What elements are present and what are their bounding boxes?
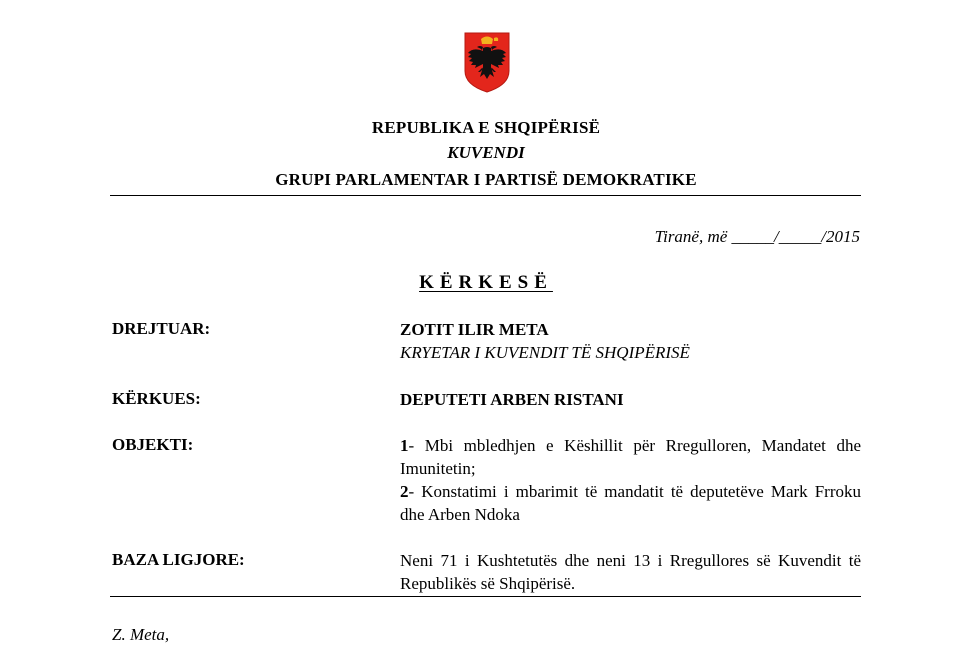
header-party-group: GRUPI PARLAMENTAR I PARTISË DEMOKRATIKE: [275, 170, 697, 189]
header-republic: REPUBLIKA E SHQIPËRISË: [371, 118, 601, 137]
value-kerkues: DEPUTETI ARBEN RISTANI: [400, 390, 624, 409]
header-divider: [110, 195, 861, 196]
fields-divider: [110, 596, 861, 597]
objekti-item-1-number: 1: [400, 436, 409, 455]
value-drejtuar-title: KRYETAR I KUVENDIT TË SHQIPËRISË: [400, 343, 690, 362]
header-parliament: KUVENDI: [447, 143, 525, 162]
objekti-item-1-text: - Mbi mbledhjen e Këshillit për Rregulloren, Mandatet dhe Imunitetin;: [400, 436, 861, 478]
value-objekti: [400, 434, 861, 526]
objekti-item-2-number: 2: [400, 482, 409, 501]
value-drejtuar-name: ZOTIT ILIR META: [400, 320, 549, 339]
greeting: Z. Meta,: [112, 625, 170, 644]
label-kerkues: KËRKUES:: [112, 389, 201, 408]
albanian-eagle-coat-of-arms-icon: [463, 31, 511, 93]
label-baza-ligjore: BAZA LIGJORE:: [112, 550, 245, 569]
document-title: KËRKESË: [419, 272, 553, 293]
date-line: Tiranë, më _____/_____/2015: [654, 227, 860, 246]
objekti-item-1: [400, 434, 861, 480]
value-baza-ligjore: Neni 71 i Kushtetutës dhe neni 13 i Rregullores së Kuvendit të Republikës së Shqipërisë.: [400, 551, 861, 593]
objekti-item-2-text: - Konstatimi i mbarimit të mandatit të deputetëve Mark Frroku dhe Arben Ndoka: [400, 482, 861, 524]
objekti-item-2: [400, 480, 861, 526]
label-objekti: OBJEKTI:: [112, 435, 194, 454]
label-drejtuar: DREJTUAR:: [112, 319, 211, 338]
